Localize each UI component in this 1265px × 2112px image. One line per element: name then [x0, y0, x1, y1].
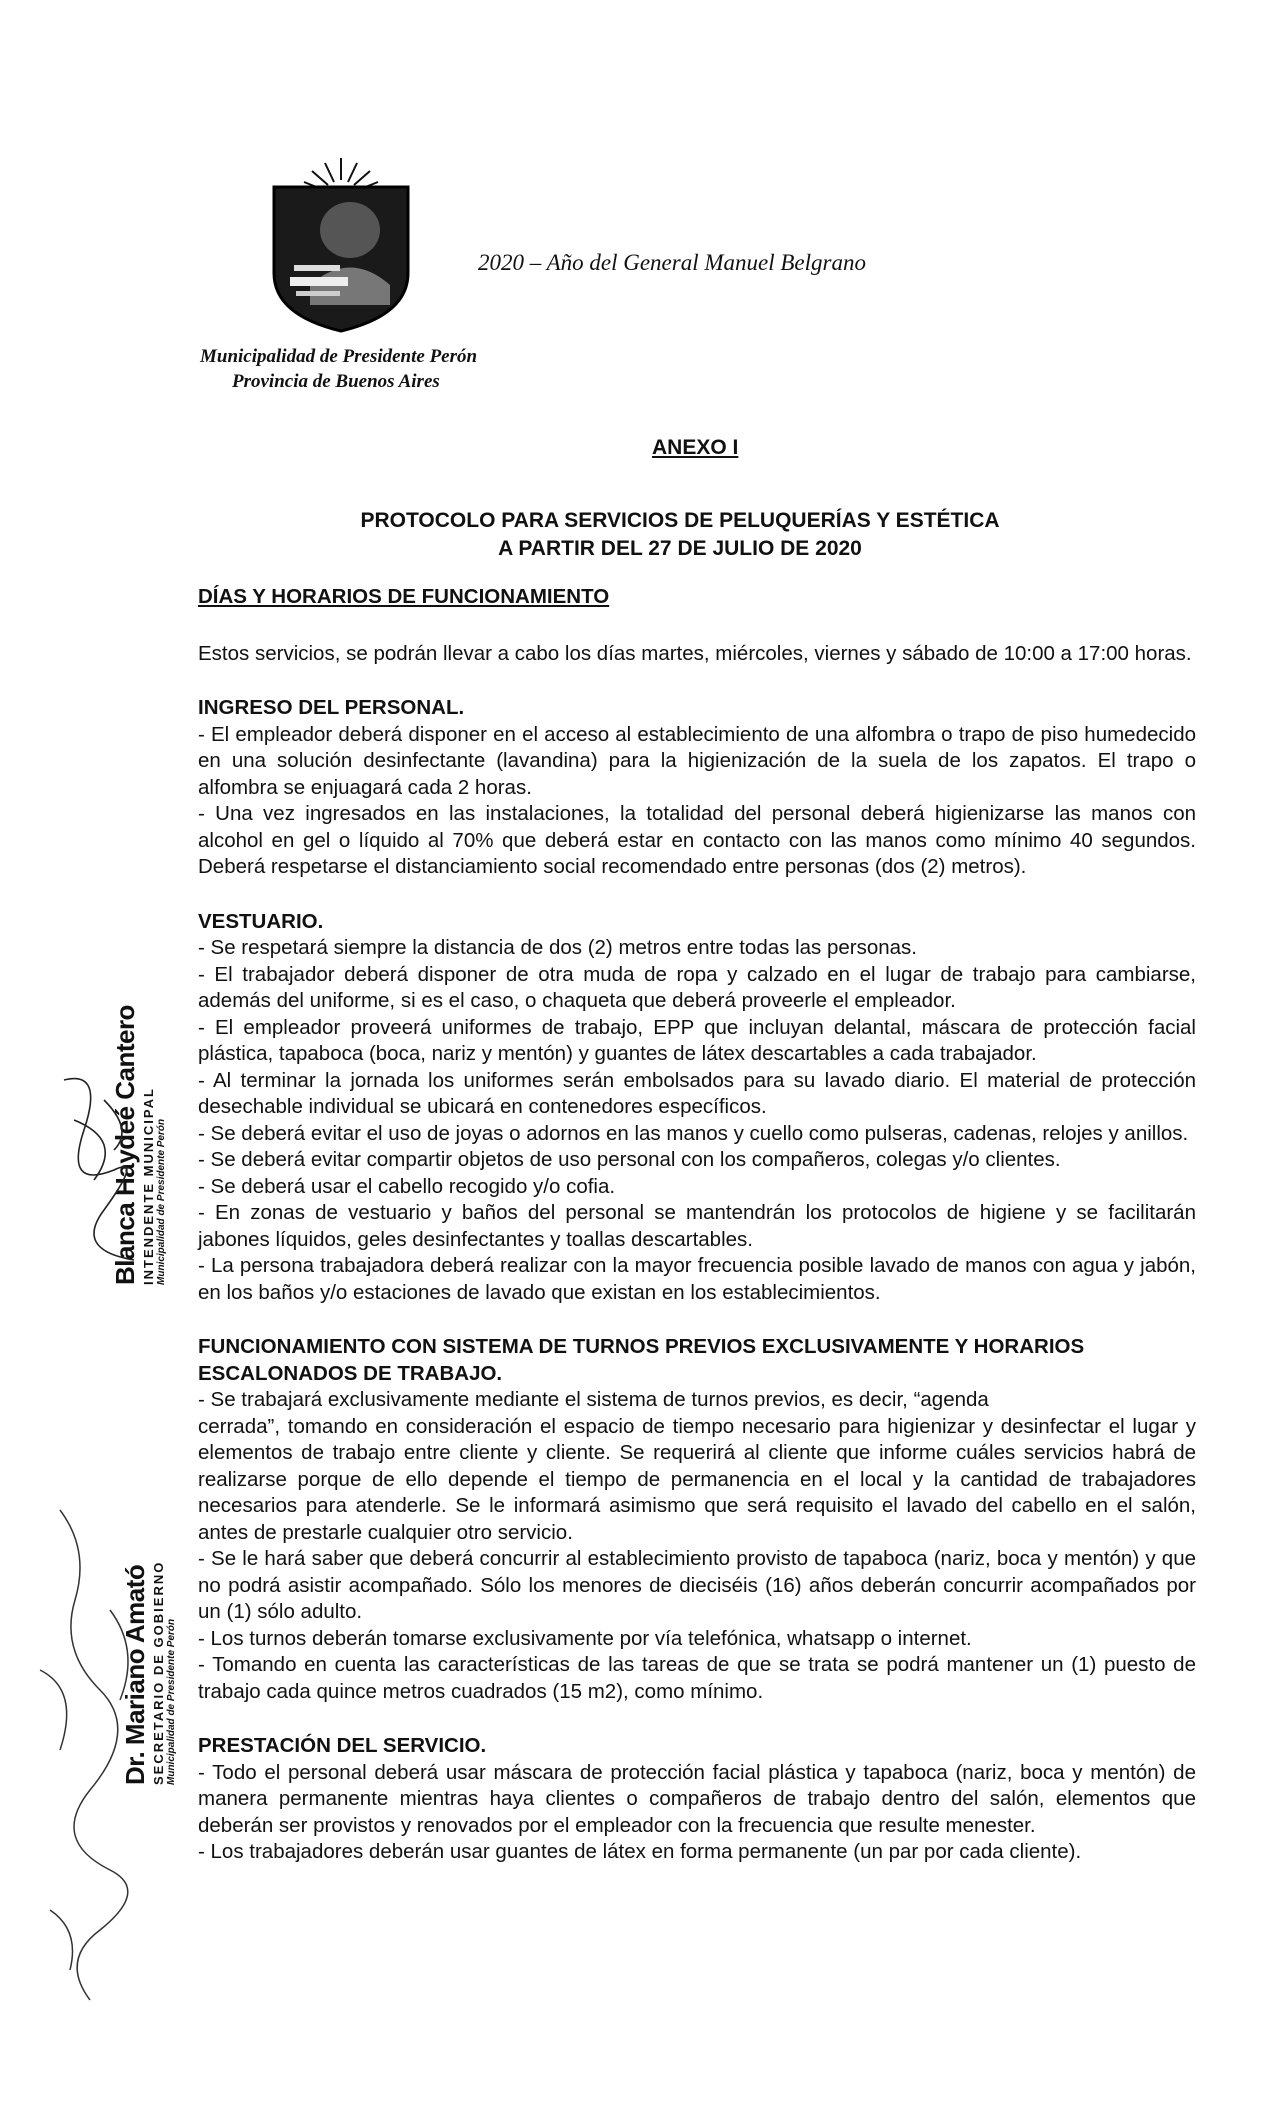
paragraph: - Los turnos deberán tomarse exclusivamente por vía telefónica, whatsapp o internet. [198, 1626, 972, 1650]
paragraph: - Se deberá evitar compartir objetos de uso personal con los compañeros, colegas y/o clientes. [198, 1148, 1061, 1171]
title-line-1: PROTOCOLO PARA SERVICIOS DE PELUQUERÍAS Y ESTÉTICA [360, 509, 1000, 532]
paragraph: - El trabajador deberá disponer de otra muda de ropa y calzado en el lugar de trabajo para cambiarse, además del uniforme, si es el caso, o chaqueta que deberá proveerle el empleador. [198, 962, 1196, 1012]
document-title [300, 507, 1060, 563]
province-name: Provincia de Buenos Aires [232, 371, 440, 392]
paragraph: Estos servicios, se podrán llevar a cabo los días martes, miércoles, viernes y sábado de 10:00 a 17:00 horas. [198, 641, 1192, 665]
municipality-header [200, 344, 477, 394]
paragraph: - En zonas de vestuario y baños del personal se mantendrán los protocolos de higiene y se facilitarán jabones líquidos, geles desinfectantes y toallas descartables. [198, 1201, 1196, 1251]
paragraph: - La persona trabajadora deberá realizar con la mayor frecuencia posible lavado de manos con agua y jabón, en los baños y/o estaciones de lavado que existan en los establecimientos. [198, 1254, 1196, 1304]
stamp-role: INTENDENTE MUNICIPAL [141, 1087, 156, 1285]
paragraph: - Se le hará saber que deberá concurrir al establecimiento provisto de tapaboca (nariz, boca y mentón) y que no podrá asistir acompañado. Sólo los menores de dieciséis (16) años deberán concurrir acompañados por un (1) sólo adulto. [198, 1547, 1196, 1623]
paragraph: - Una vez ingresados en las instalaciones, la totalidad del personal deberá higienizarse las manos con alcohol en gel o líquido al 70% que deberá estar en contacto con las manos como mínimo 40 segundos. Deberá respetarse el distanciamiento social recomendado entre personas (dos (2) metros). [198, 802, 1196, 878]
paragraph: - El empleador proveerá uniformes de trabajo, EPP que incluyan delantal, máscara de protección facial plástica, tapaboca (boca, nariz y mentón) y guantes de látex descartables a cada trabajador. [198, 1015, 1196, 1065]
section-heading-prestacion: PRESTACIÓN DEL SERVICIO. [198, 1734, 487, 1757]
paragraph: - Todo el personal deberá usar máscara de protección facial plástica y tapaboca (nariz, boca y mentón) de manera permanente mientras haya clientes o compañeros de trabajo dentro del salón, elementos que deberán ser provistos y renovados por el empleador con la frecuencia que resulte menester. [198, 1760, 1196, 1837]
paragraph: - El empleador deberá disponer en el acceso al establecimiento de una alfombra o trapo de piso humedecido en una solución desinfectante (lavandina) para la higienización de la suela de los zapatos. El trapo o alfombra se enjuagará cada 2 horas. [198, 722, 1196, 799]
title-line-2: A PARTIR DEL 27 DE JULIO DE 2020 [498, 537, 862, 560]
paragraph: - Se trabajará exclusivamente mediante el sistema de turnos previos, es decir, “agenda [198, 1388, 989, 1411]
signature-secretario [20, 1490, 170, 2010]
section-heading-turnos: FUNCIONAMIENTO CON SISTEMA DE TURNOS PREVIOS EXCLUSIVAMENTE Y HORARIOS ESCALONADOS DE TRABAJO. [198, 1335, 1085, 1385]
stamp-name: Dr. Mariano Amató [120, 1564, 150, 1785]
paragraph: - Tomando en cuenta las características de las tareas de que se trata se podrá mantener un (1) puesto de trabajo cada quince metros cuadrados (15 m2), como mínimo. [198, 1653, 1196, 1703]
paragraph: - Se deberá evitar el uso de joyas o adornos en las manos y cuello como pulseras, cadenas, relojes y anillos. [198, 1121, 1189, 1145]
section-heading-ingreso: INGRESO DEL PERSONAL. [198, 696, 465, 719]
paragraph: - Los trabajadores deberán usar guantes de látex en forma permanente (un par por cada cliente). [198, 1840, 1082, 1863]
paragraph: - Se deberá usar el cabello recogido y/o cofia. [198, 1174, 616, 1198]
section-heading-dias: DÍAS Y HORARIOS DE FUNCIONAMIENTO [198, 585, 610, 608]
municipality-name: Municipalidad de Presidente Perón [200, 346, 478, 367]
signature-intendente [44, 1060, 154, 1280]
stamp-org: Municipalidad de Presidente Perón [166, 1618, 177, 1785]
section-heading-vestuario: VESTUARIO. [198, 909, 324, 933]
document-body [198, 584, 1196, 1866]
paragraph: - Se respetará siempre la distancia de dos (2) metros entre todas las personas. [198, 936, 917, 959]
year-motto: 2020 – Año del General Manuel Belgrano [478, 250, 866, 275]
stamp-name: Blanca Haydeé Cantero [110, 1005, 140, 1285]
paragraph: - Al terminar la jornada los uniformes serán embolsados para su lavado diario. El material de protección desechable individual se ubicará en contenedores específicos. [198, 1068, 1196, 1118]
municipal-emblem-icon [270, 155, 412, 333]
paragraph: cerrada”, tomando en consideración el espacio de tiempo necesario para higienizar y desinfectar el lugar y elementos de trabajo entre cliente y cliente. Se requerirá al cliente que informe cuáles servicios habrá de realizarse porque de ello depende el tiempo de permanencia en el local y la cantidad de trabajadores necesarios para atenderle. Se le informará asimismo que será requisito el lavado del cabello en el salón, antes de prestarle cualquier otro servicio. [198, 1414, 1196, 1544]
stamp-role: SECRETARIO DE GOBIERNO [151, 1560, 166, 1785]
stamp-org: Municipalidad de Presidente Perón [156, 1118, 167, 1285]
annex-label: ANEXO I [652, 436, 739, 459]
